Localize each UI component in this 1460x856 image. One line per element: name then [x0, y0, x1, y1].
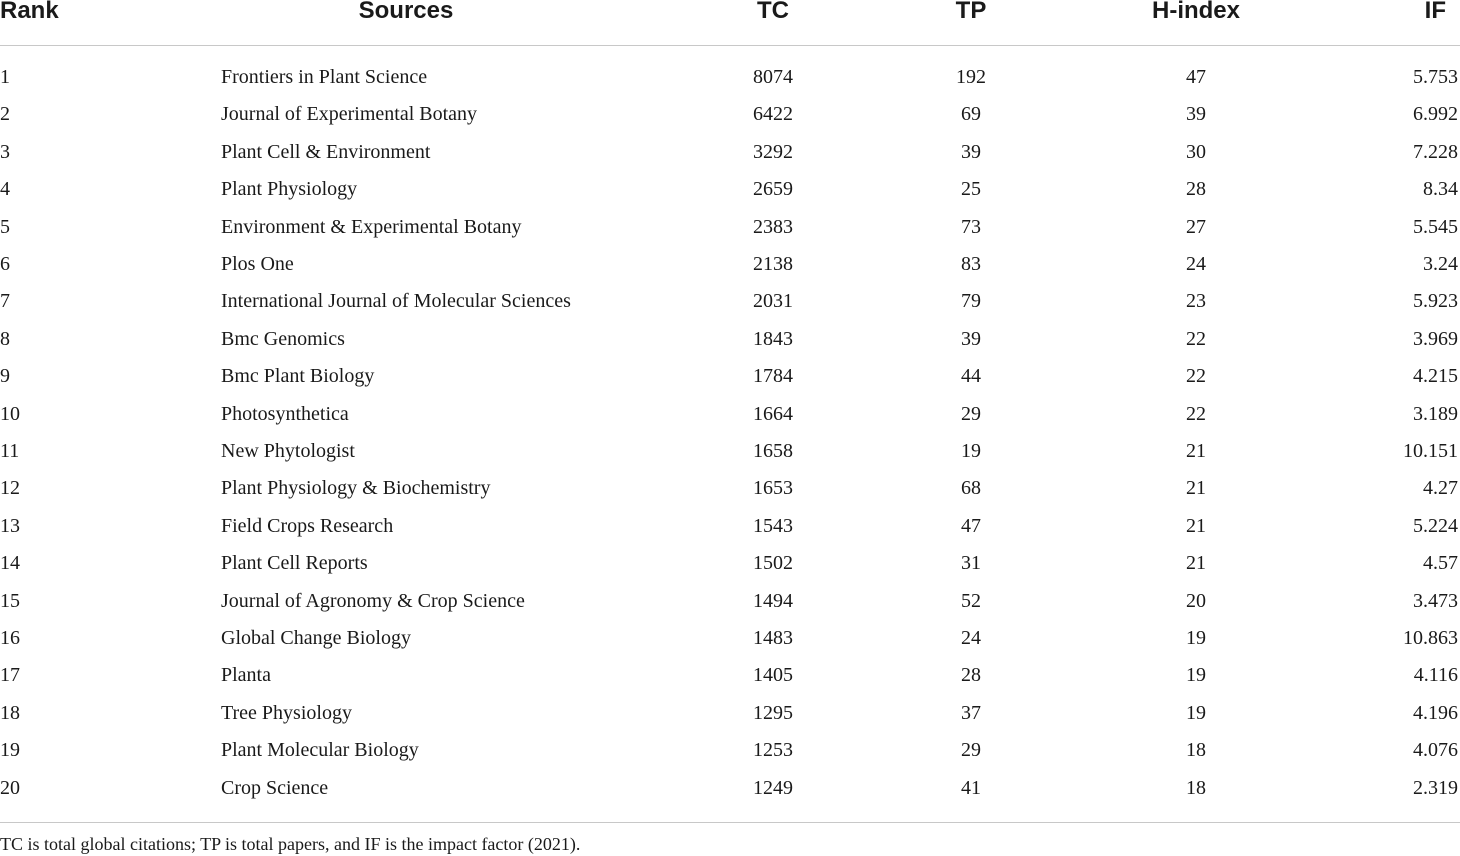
- table-row: [0, 583, 1460, 620]
- cell-rank: 10: [0, 402, 20, 425]
- cell-rank: 14: [0, 552, 20, 575]
- cell-tp: 29: [961, 402, 981, 425]
- cell-source: New Phytologist: [221, 440, 355, 462]
- table-row: [0, 545, 1460, 582]
- table-row: [0, 657, 1460, 694]
- header-tp: TP: [955, 0, 987, 24]
- cell-if: 4.076: [1413, 739, 1458, 762]
- cell-rank: 4: [0, 178, 10, 201]
- cell-if: 4.116: [1413, 664, 1458, 687]
- cell-tp: 19: [961, 440, 981, 462]
- cell-tp: 52: [961, 589, 981, 612]
- cell-source: Plant Molecular Biology: [221, 739, 419, 762]
- cell-rank: 16: [0, 627, 20, 649]
- cell-tc: 2383: [753, 215, 793, 238]
- cell-h-index: 19: [1186, 627, 1206, 649]
- header-if: IF: [1424, 0, 1446, 24]
- cell-tc: 8074: [753, 66, 793, 88]
- cell-h-index: 21: [1186, 514, 1206, 537]
- cell-tp: 192: [956, 66, 986, 88]
- cell-h-index: 18: [1186, 739, 1206, 762]
- cell-rank: 6: [0, 253, 10, 275]
- cell-rank: 13: [0, 514, 20, 537]
- cell-if: 2.319: [1413, 776, 1458, 799]
- table-row: [0, 171, 1460, 208]
- table-row: [0, 209, 1460, 246]
- cell-tc: 1784: [753, 365, 793, 388]
- cell-tc: 6422: [753, 103, 793, 126]
- cell-source: Bmc Plant Biology: [221, 365, 375, 388]
- cell-rank: 1: [0, 66, 10, 88]
- table-row: [0, 96, 1460, 133]
- table-row: [0, 396, 1460, 433]
- cell-tc: 1653: [753, 477, 793, 500]
- cell-tp: 68: [961, 477, 981, 500]
- cell-h-index: 22: [1186, 327, 1206, 350]
- cell-if: 8.34: [1423, 178, 1458, 201]
- cell-if: 4.215: [1413, 365, 1458, 388]
- cell-rank: 15: [0, 589, 20, 612]
- cell-rank: 18: [0, 701, 20, 724]
- cell-h-index: 22: [1186, 365, 1206, 388]
- cell-h-index: 39: [1186, 103, 1206, 126]
- cell-if: 4.27: [1423, 477, 1458, 500]
- cell-tc: 3292: [753, 140, 793, 163]
- header-sources: Sources: [358, 0, 454, 24]
- cell-tp: 83: [961, 253, 981, 275]
- cell-h-index: 21: [1186, 440, 1206, 462]
- cell-h-index: 22: [1186, 402, 1206, 425]
- table-row: [0, 732, 1460, 769]
- table-row: [0, 508, 1460, 545]
- table-row: [0, 321, 1460, 358]
- cell-source: Crop Science: [221, 776, 329, 799]
- cell-tc: 1295: [753, 701, 793, 724]
- cell-rank: 19: [0, 739, 20, 762]
- cell-if: 10.151: [1403, 440, 1458, 462]
- cell-tc: 1543: [753, 514, 793, 537]
- header-tc: TC: [757, 0, 789, 24]
- cell-rank: 17: [0, 664, 20, 687]
- cell-tc: 2659: [753, 178, 793, 201]
- cell-tp: 41: [961, 776, 981, 799]
- header-rank: Rank: [0, 0, 59, 24]
- cell-source: Plant Physiology: [221, 178, 358, 201]
- cell-tp: 79: [961, 290, 981, 313]
- cell-source: Tree Physiology: [221, 701, 352, 724]
- cell-rank: 9: [0, 365, 10, 388]
- cell-tp: 39: [961, 140, 981, 163]
- cell-source: Plant Physiology & Biochemistry: [221, 477, 491, 500]
- cell-tp: 73: [961, 215, 981, 238]
- cell-rank: 7: [0, 290, 10, 313]
- footer-divider: [0, 822, 1460, 823]
- header-h-index: H-index: [1151, 0, 1241, 24]
- table-row: [0, 358, 1460, 395]
- cell-if: 5.923: [1413, 290, 1458, 313]
- cell-h-index: 19: [1186, 701, 1206, 724]
- cell-source: Global Change Biology: [221, 627, 411, 649]
- cell-tc: 1502: [753, 552, 793, 575]
- cell-tc: 2031: [753, 290, 793, 313]
- cell-rank: 5: [0, 215, 10, 238]
- table-row: [0, 246, 1460, 283]
- cell-tp: 37: [961, 701, 981, 724]
- cell-source: Bmc Genomics: [221, 327, 345, 350]
- cell-tp: 44: [961, 365, 981, 388]
- cell-if: 5.545: [1413, 215, 1458, 238]
- table-row: [0, 470, 1460, 507]
- cell-rank: 8: [0, 327, 10, 350]
- cell-h-index: 19: [1186, 664, 1206, 687]
- cell-h-index: 20: [1186, 589, 1206, 612]
- header-divider: [0, 45, 1460, 46]
- cell-tc: 1658: [753, 440, 793, 462]
- cell-source: Plant Cell Reports: [221, 552, 368, 575]
- cell-rank: 11: [0, 440, 20, 462]
- cell-h-index: 47: [1186, 66, 1206, 88]
- cell-rank: 2: [0, 103, 10, 126]
- cell-rank: 20: [0, 776, 20, 799]
- cell-tp: 28: [961, 664, 981, 687]
- cell-h-index: 23: [1186, 290, 1206, 313]
- cell-source: Photosynthetica: [221, 402, 349, 425]
- cell-tc: 1405: [753, 664, 793, 687]
- table-row: [0, 695, 1460, 732]
- cell-h-index: 18: [1186, 776, 1206, 799]
- cell-rank: 3: [0, 140, 10, 163]
- cell-tp: 24: [961, 627, 981, 649]
- cell-tc: 1253: [753, 739, 793, 762]
- cell-tp: 39: [961, 327, 981, 350]
- cell-source: Environment & Experimental Botany: [221, 215, 522, 238]
- cell-source: Journal of Experimental Botany: [221, 103, 478, 126]
- cell-source: International Journal of Molecular Sciences: [221, 290, 571, 313]
- cell-tp: 29: [961, 739, 981, 762]
- cell-if: 3.24: [1423, 253, 1458, 275]
- cell-source: Journal of Agronomy & Crop Science: [221, 589, 525, 612]
- cell-source: Plos One: [221, 253, 294, 275]
- cell-if: 10.863: [1403, 627, 1458, 649]
- cell-if: 3.473: [1413, 589, 1458, 612]
- cell-h-index: 28: [1186, 178, 1206, 201]
- table-row: [0, 134, 1460, 171]
- cell-if: 7.228: [1413, 140, 1458, 163]
- table-row: [0, 433, 1460, 470]
- table-footnote: TC is total global citations; TP is total papers, and IF is the impact factor (2021).: [0, 834, 581, 854]
- cell-tc: 1664: [753, 402, 793, 425]
- cell-if: 6.992: [1413, 103, 1458, 126]
- cell-if: 5.753: [1413, 66, 1458, 88]
- cell-h-index: 27: [1186, 215, 1206, 238]
- cell-if: 3.969: [1413, 327, 1458, 350]
- cell-h-index: 24: [1186, 253, 1206, 275]
- cell-tp: 25: [961, 178, 981, 201]
- cell-if: 4.196: [1413, 701, 1458, 724]
- table-row: [0, 59, 1460, 96]
- cell-if: 4.57: [1423, 552, 1458, 575]
- cell-if: 5.224: [1413, 514, 1458, 537]
- table-row: [0, 620, 1460, 657]
- cell-rank: 12: [0, 477, 20, 500]
- cell-source: Frontiers in Plant Science: [221, 66, 428, 88]
- cell-source: Planta: [221, 664, 271, 687]
- cell-h-index: 21: [1186, 552, 1206, 575]
- cell-h-index: 30: [1186, 140, 1206, 163]
- table-header-row: [0, 0, 1460, 28]
- cell-h-index: 21: [1186, 477, 1206, 500]
- cell-tc: 1843: [753, 327, 793, 350]
- cell-tp: 69: [961, 103, 981, 126]
- cell-source: Field Crops Research: [221, 514, 394, 537]
- cell-tp: 47: [961, 514, 981, 537]
- cell-if: 3.189: [1413, 402, 1458, 425]
- cell-source: Plant Cell & Environment: [221, 140, 431, 163]
- cell-tc: 1483: [753, 627, 793, 649]
- table-row: [0, 283, 1460, 320]
- table-row: [0, 770, 1460, 807]
- cell-tc: 2138: [753, 253, 793, 275]
- cell-tp: 31: [961, 552, 981, 575]
- cell-tc: 1249: [753, 776, 793, 799]
- cell-tc: 1494: [753, 589, 793, 612]
